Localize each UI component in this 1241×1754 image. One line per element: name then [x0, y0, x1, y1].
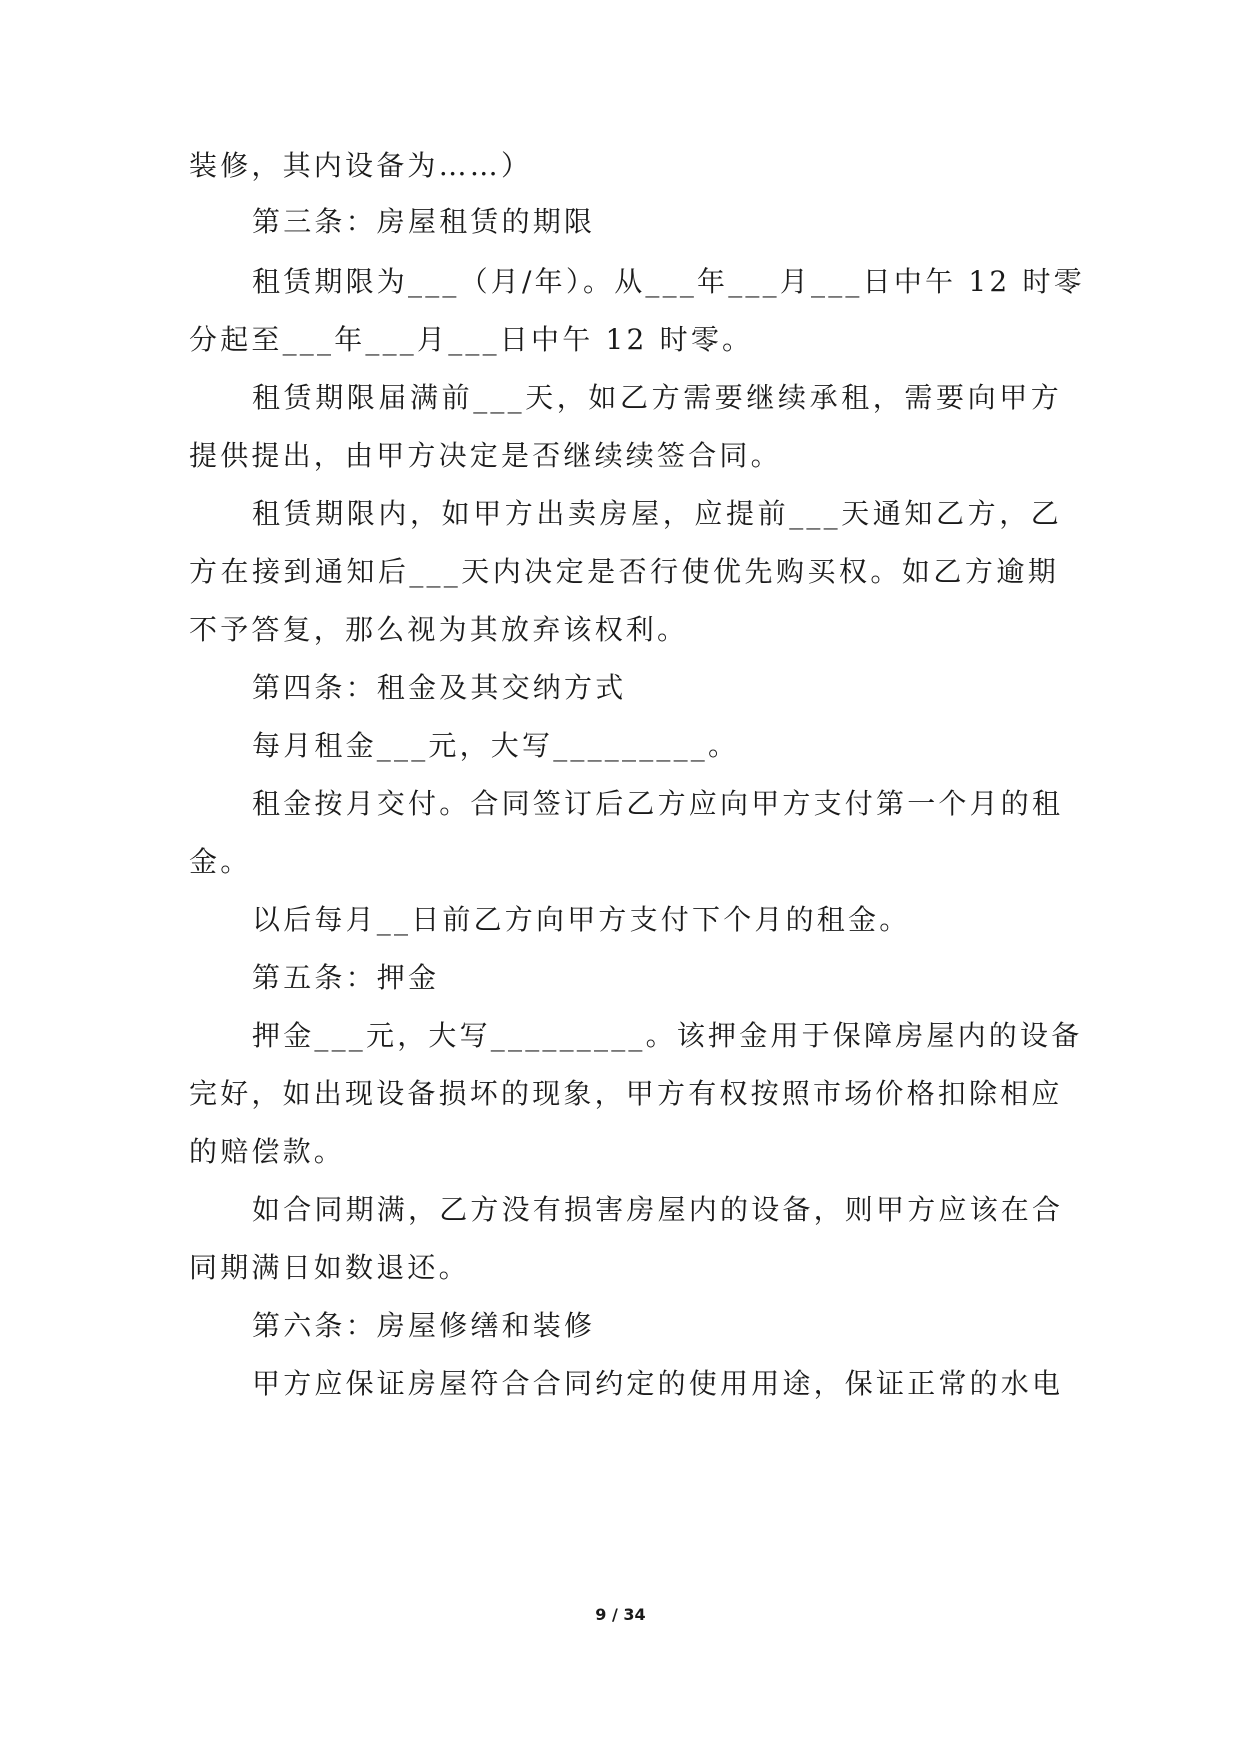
text-line: 分起至___年___月___日中午 12 时零。: [189, 323, 754, 356]
text-line: 租金按月交付。合同签订后乙方应向甲方支付第一个月的租: [252, 787, 1064, 820]
text-line: 租赁期限届满前___天，如乙方需要继续承租，需要向甲方: [252, 381, 1062, 414]
text-line: 不予答复，那么视为其放弃该权利。: [189, 613, 689, 646]
text-line: 完好，如出现设备损坏的现象，甲方有权按照市场价格扣除相应: [189, 1077, 1063, 1110]
section-heading: 第六条：房屋修缮和装修: [252, 1309, 596, 1342]
section-heading: 第五条：押金: [252, 961, 440, 994]
text-line: 提供提出，由甲方决定是否继续续签合同。: [189, 439, 782, 472]
text-line: 每月租金___元，大写_________。: [252, 729, 740, 762]
text-line: 的赔偿款。: [189, 1135, 346, 1168]
text-line: 以后每月__日前乙方向甲方支付下个月的租金。: [252, 903, 911, 936]
text-line: 甲方应保证房屋符合合同约定的使用用途，保证正常的水电: [252, 1367, 1064, 1400]
text-line: 方在接到通知后___天内决定是否行使优先购买权。如乙方逾期: [189, 555, 1059, 588]
section-heading: 第四条：租金及其交纳方式: [252, 671, 627, 704]
text-line: 金。: [189, 845, 252, 878]
text-line: 装修，其内设备为……）: [189, 149, 533, 182]
text-line: 租赁期限为___（月/年）。从___年___月___日中午 12 时零: [252, 265, 1085, 298]
section-heading: 第三条：房屋租赁的期限: [252, 205, 596, 238]
text-line: 租赁期限内，如甲方出卖房屋，应提前___天通知乙方，乙: [252, 497, 1062, 530]
text-line: 同期满日如数退还。: [189, 1251, 470, 1284]
page-number: 9 / 34: [595, 1605, 646, 1624]
text-line: 押金___元，大写_________。该押金用于保障房屋内的设备: [252, 1019, 1083, 1052]
text-line: 如合同期满，乙方没有损害房屋内的设备，则甲方应该在合: [252, 1193, 1064, 1226]
